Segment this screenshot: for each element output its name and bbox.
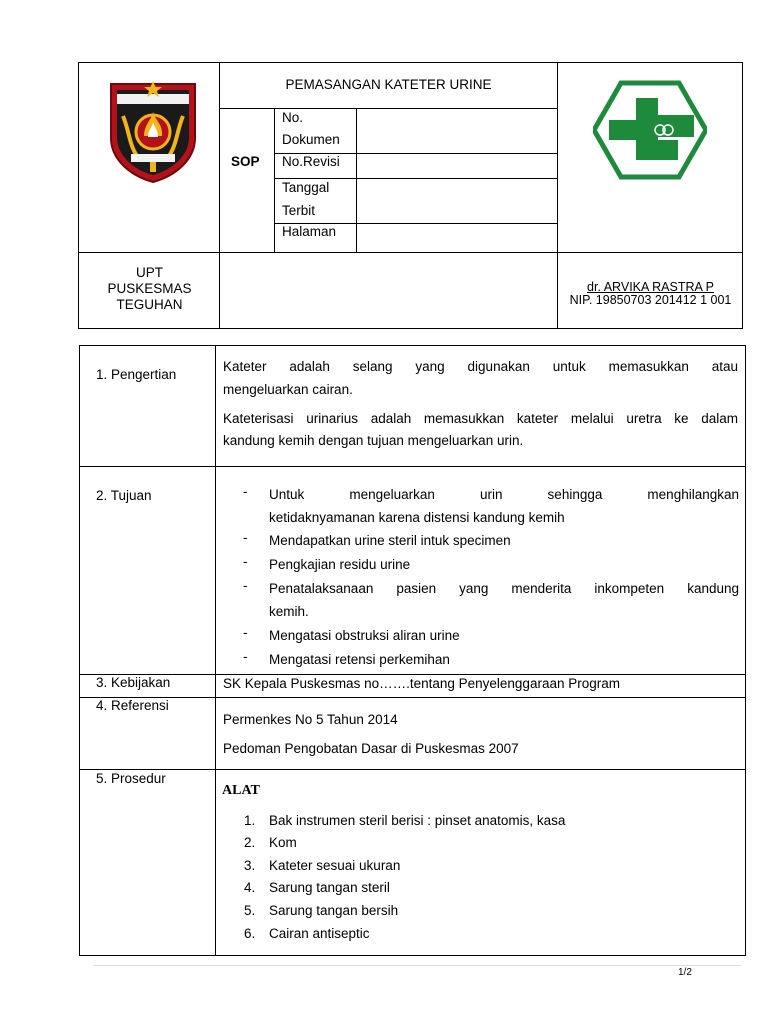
tanggal-terbit-label: Tanggal Terbit <box>282 180 330 218</box>
tujuan-dash-5: - <box>243 625 248 640</box>
referensi-item-1: Permenkes No 5 Tahun 2014 <box>223 712 398 727</box>
pengertian-p2-line2: kandung kemih dengan tujuan mengeluarkan urin. <box>223 433 524 448</box>
pengertian-p2-line1: Kateterisasi urinarius adalah memasukkan kateter melalui uretra ke dalam <box>223 411 738 426</box>
organization-name <box>79 265 220 313</box>
alat-number-2: 2. <box>244 835 256 850</box>
no-dokumen-label: No. Dokumen <box>282 110 340 147</box>
alat-item-5: Sarung tangan bersih <box>269 903 399 918</box>
org-line-3: TEGUHAN <box>116 297 183 312</box>
referensi-item-2: Pedoman Pengobatan Dasar di Puskesmas 2007 <box>223 741 519 756</box>
page-number: 1/2 <box>678 967 692 978</box>
alat-item-1: Bak instrumen steril berisi : pinset anatomis, kasa <box>269 813 566 828</box>
tujuan-item-1-line1: Untuk mengeluarkan urin sehingga menghilangkan <box>269 487 739 502</box>
signer-name: dr. ARVIKA RASTRA P <box>587 280 714 294</box>
tujuan-item-1-line2: ketidaknyamanan karena distensi kandung kemih <box>269 510 565 525</box>
org-line-2: PUSKESMAS <box>107 281 192 296</box>
sop-content-table <box>79 345 746 956</box>
footer-divider <box>93 965 741 966</box>
puskesmas-logo <box>593 80 707 180</box>
sop-label: SOP <box>231 154 260 169</box>
alat-number-5: 5. <box>244 903 256 918</box>
tujuan-item-5: Mengatasi obstruksi aliran urine <box>269 628 460 643</box>
alat-number-6: 6. <box>244 926 256 941</box>
kebijakan-text: SK Kepala Puskesmas no…….tentang Penyelenggaraan Program <box>223 676 620 691</box>
document-title: PEMASANGAN KATETER URINE <box>285 77 492 92</box>
pengertian-p1-line1: Kateter adalah selang yang digunakan untuk memasukkan atau <box>223 359 738 374</box>
org-line-1: UPT <box>136 265 163 280</box>
alat-item-2: Kom <box>269 835 297 850</box>
tujuan-dash-6: - <box>243 649 248 664</box>
tujuan-label: 2. Tujuan <box>96 488 152 503</box>
kebijakan-label: 3. Kebijakan <box>96 675 171 690</box>
alat-item-3: Kateter sesuai ukuran <box>269 858 401 873</box>
tujuan-dash-2: - <box>243 530 248 545</box>
tujuan-dash-1: - <box>243 484 248 499</box>
alat-number-3: 3. <box>244 858 256 873</box>
pengertian-p1-line2: mengeluarkan cairan. <box>223 382 353 397</box>
tujuan-dash-3: - <box>243 554 248 569</box>
alat-number-4: 4. <box>244 880 256 895</box>
tujuan-item-2: Mendapatkan urine steril intuk specimen <box>269 533 511 548</box>
prosedur-label: 5. Prosedur <box>96 771 166 786</box>
signer-block <box>558 281 743 307</box>
sop-header-table <box>78 62 743 329</box>
referensi-label: 4. Referensi <box>96 698 169 713</box>
regency-emblem-logo <box>107 80 199 184</box>
tujuan-item-4-line2: kemih. <box>269 604 309 619</box>
alat-item-4: Sarung tangan steril <box>269 880 390 895</box>
pengertian-label: 1. Pengertian <box>96 367 177 382</box>
alat-heading: ALAT <box>222 783 260 798</box>
tujuan-dash-4: - <box>243 578 248 593</box>
tujuan-item-4-line1: Penatalaksanaan pasien yang menderita inkompeten kandung <box>269 581 739 596</box>
no-revisi-label: No.Revisi <box>282 154 340 169</box>
signer-nip: NIP. 19850703 201412 1 001 <box>569 293 732 307</box>
alat-item-6: Cairan antiseptic <box>269 926 370 941</box>
halaman-label: Halaman <box>282 224 337 239</box>
tujuan-item-3: Pengkajian residu urine <box>269 557 411 572</box>
alat-number-1: 1. <box>244 813 256 828</box>
tujuan-item-6: Mengatasi retensi perkemihan <box>269 652 450 667</box>
